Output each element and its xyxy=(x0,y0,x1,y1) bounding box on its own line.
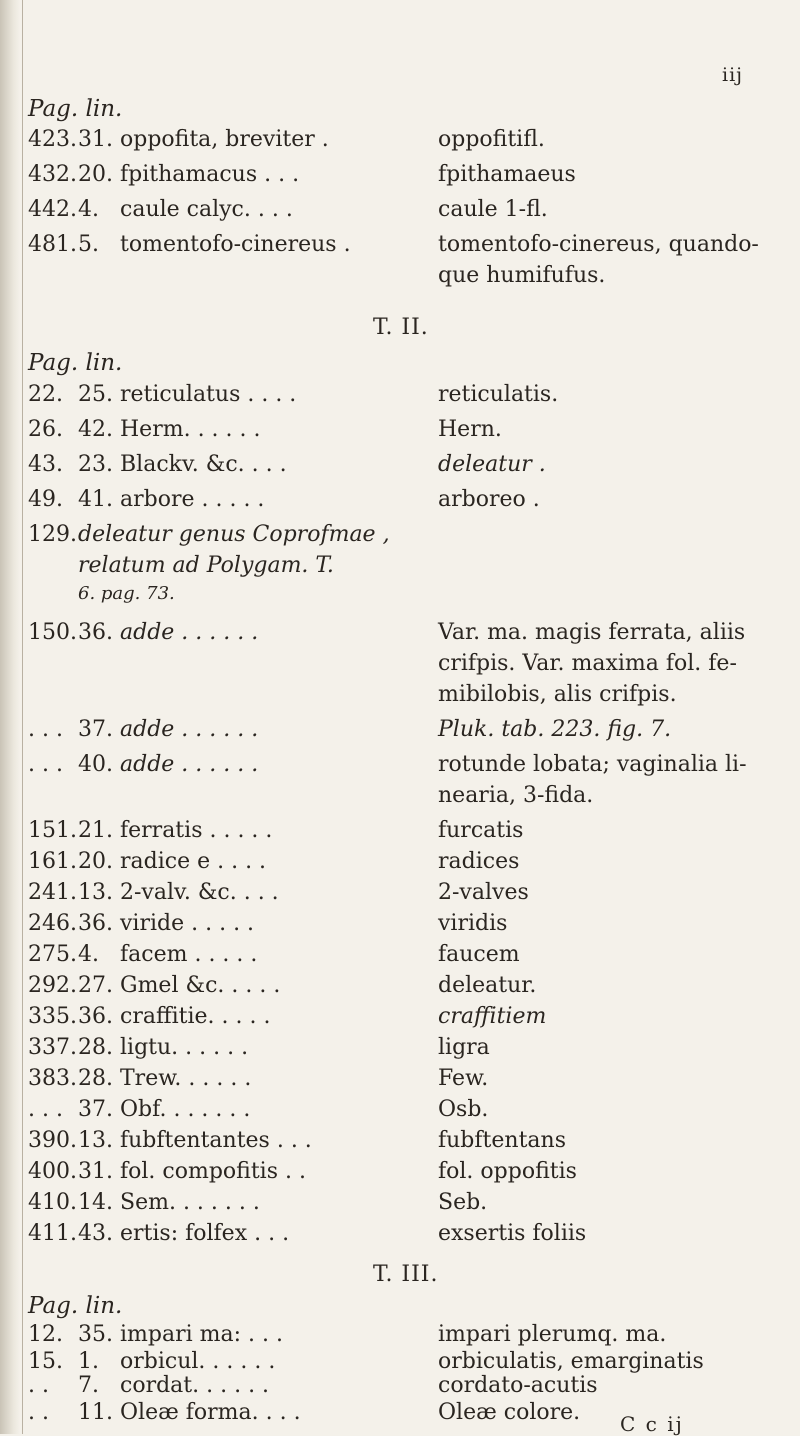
page-number: 151. xyxy=(28,818,77,843)
page-fold-line xyxy=(22,0,23,1434)
line-number: 1. xyxy=(78,1349,99,1374)
error-text: tomentofo-cinereus . xyxy=(120,232,351,257)
correction-text: Pluk. tab. 223. fig. 7. xyxy=(438,717,672,742)
erratum-row xyxy=(28,1371,798,1401)
line-number: 40. xyxy=(78,752,113,777)
block3-header-label: Pag. lin. xyxy=(28,1293,123,1319)
page-number: 15. xyxy=(28,1349,63,1374)
block1-header-label: Pag. lin. xyxy=(28,96,123,122)
correction-text: Osb. xyxy=(438,1097,489,1122)
correction-text: arboreo . xyxy=(438,487,540,512)
page-number: 275. xyxy=(28,942,77,967)
line-number: 37. xyxy=(78,717,113,742)
correction-text: deleatur. xyxy=(438,973,537,998)
line-number: 5. xyxy=(78,232,99,257)
error-text: facem . . . . . xyxy=(120,942,258,967)
correction-text: tomentofo-cinereus, quando- xyxy=(438,232,759,257)
line-number: 36. xyxy=(78,1004,113,1029)
page-number: 411. xyxy=(28,1221,77,1246)
error-text: Blackv. &c. . . . xyxy=(120,452,287,477)
page-number: 49. xyxy=(28,487,63,512)
correction-text-continued: nearia, 3-fida. xyxy=(438,783,594,808)
error-text: craffitie. . . . . xyxy=(120,1004,271,1029)
error-text: adde . . . . . . xyxy=(120,620,259,645)
correction-text: Seb. xyxy=(438,1190,488,1215)
erratum-row xyxy=(28,377,798,413)
erratum-row xyxy=(28,412,798,448)
correction-text: Hern. xyxy=(438,417,502,442)
error-text: Trew. . . . . . xyxy=(120,1066,252,1091)
page-number: 292. xyxy=(28,973,77,998)
page-number: . . xyxy=(28,1400,49,1425)
line-number: 41. xyxy=(78,487,113,512)
error-text: cordat. . . . . . xyxy=(120,1373,270,1398)
page-number: 335. xyxy=(28,1004,77,1029)
correction-text: Oleæ colore. xyxy=(438,1400,581,1425)
page-number: . . . xyxy=(28,752,63,777)
correction-text-continued: que humifufus. xyxy=(438,263,606,288)
erratum-continuation xyxy=(28,576,798,612)
erratum-row xyxy=(28,1216,798,1252)
line-number: 13. xyxy=(78,1128,113,1153)
error-text: caule calyc. . . . xyxy=(120,197,293,222)
erratum-row xyxy=(28,157,798,193)
error-text: adde . . . . . . xyxy=(120,752,259,777)
correction-text: fubftentans xyxy=(438,1128,566,1153)
page-number: 246. xyxy=(28,911,77,936)
page-number: 390. xyxy=(28,1128,77,1153)
error-text: impari ma: . . . xyxy=(120,1322,283,1347)
error-text: Herm. . . . . . xyxy=(120,417,261,442)
line-number: 43. xyxy=(78,1221,113,1246)
line-number: 7. xyxy=(78,1373,99,1398)
line-number: 36. xyxy=(78,620,113,645)
section-heading: T. III. xyxy=(373,1262,439,1287)
erratum-row xyxy=(28,482,798,518)
page-number: 337. xyxy=(28,1035,77,1060)
line-number: 31. xyxy=(78,127,113,152)
correction-text: Few. xyxy=(438,1066,489,1091)
correction-text: impari plerumq. ma. xyxy=(438,1322,667,1347)
error-text: fpithamacus . . . xyxy=(120,162,300,187)
line-number: 28. xyxy=(78,1066,113,1091)
page-number: 481. xyxy=(28,232,77,257)
erratum-row xyxy=(28,192,798,228)
error-text: radice e . . . . xyxy=(120,849,267,874)
signature-mark-bottom: C c ij xyxy=(620,1412,684,1436)
correction-text: rotunde lobata; vaginalia li- xyxy=(438,752,747,777)
error-text: fubftentantes . . . xyxy=(120,1128,312,1153)
error-text: Oleæ forma. . . . xyxy=(120,1400,301,1425)
page-number: 383. xyxy=(28,1066,77,1091)
line-number: 13. xyxy=(78,880,113,905)
correction-text-continued: crifpis. Var. maxima fol. fe- xyxy=(438,651,737,676)
signature-mark-top: iij xyxy=(722,64,744,86)
erratum-continuation xyxy=(28,677,798,713)
correction-text: fol. oppofitis xyxy=(438,1159,577,1184)
correction-text: furcatis xyxy=(438,818,524,843)
block2-header-label: Pag. lin. xyxy=(28,350,123,376)
correction-text: craffitiem xyxy=(438,1004,547,1029)
correction-text: caule 1-fl. xyxy=(438,197,548,222)
correction-text: ligra xyxy=(438,1035,490,1060)
page-number: 150. xyxy=(28,620,77,645)
line-number: 35. xyxy=(78,1322,113,1347)
page-number: 410. xyxy=(28,1190,77,1215)
page-number: 12. xyxy=(28,1322,63,1347)
line-number: 14. xyxy=(78,1190,113,1215)
error-text: ferratis . . . . . xyxy=(120,818,273,843)
line-number: 25. xyxy=(78,382,113,407)
error-text: ertis: folfex . . . xyxy=(120,1221,290,1246)
error-text: Sem. . . . . . . xyxy=(120,1190,260,1215)
error-text: Obf. . . . . . . xyxy=(120,1097,251,1122)
line-number: 31. xyxy=(78,1159,113,1184)
line-number: 21. xyxy=(78,818,113,843)
error-text: deleatur genus Coprofmae , xyxy=(78,522,390,547)
page-number: 43. xyxy=(28,452,63,477)
error-text-continued: 6. pag. 73. xyxy=(78,583,175,604)
correction-text: radices xyxy=(438,849,520,874)
error-text: oppofita, breviter . xyxy=(120,127,329,152)
error-text: orbicul. . . . . . xyxy=(120,1349,276,1374)
page-number: 423. xyxy=(28,127,77,152)
correction-text: fpithamaeus xyxy=(438,162,576,187)
page-number: . . . xyxy=(28,717,63,742)
erratum-row xyxy=(28,712,798,748)
line-number: 27. xyxy=(78,973,113,998)
line-number: 23. xyxy=(78,452,113,477)
error-text: viride . . . . . xyxy=(120,911,255,936)
erratum-continuation xyxy=(28,778,798,814)
page-number: 22. xyxy=(28,382,63,407)
correction-text: oppofitifl. xyxy=(438,127,545,152)
line-number: 37. xyxy=(78,1097,113,1122)
error-text: reticulatus . . . . xyxy=(120,382,297,407)
block2-header xyxy=(28,345,798,381)
line-number: 20. xyxy=(78,162,113,187)
page-number: 442. xyxy=(28,197,77,222)
line-number: 11. xyxy=(78,1400,113,1425)
correction-text: faucem xyxy=(438,942,520,967)
correction-text: 2-valves xyxy=(438,880,529,905)
correction-text: viridis xyxy=(438,911,508,936)
section-heading: T. II. xyxy=(373,315,429,340)
page-number: 129. xyxy=(28,522,77,547)
correction-text: exsertis foliis xyxy=(438,1221,587,1246)
line-number: 42. xyxy=(78,417,113,442)
error-text: fol. compofitis . . xyxy=(120,1159,306,1184)
line-number: 36. xyxy=(78,911,113,936)
error-text: Gmel &c. . . . . xyxy=(120,973,281,998)
page-number: . . . xyxy=(28,1097,63,1122)
error-text: arbore . . . . . xyxy=(120,487,265,512)
correction-text: cordato-acutis xyxy=(438,1373,598,1398)
line-number: 4. xyxy=(78,942,99,967)
line-number: 20. xyxy=(78,849,113,874)
page-number: . . xyxy=(28,1373,49,1398)
erratum-row xyxy=(28,447,798,483)
line-number: 28. xyxy=(78,1035,113,1060)
page-edge-shadow xyxy=(0,0,20,1434)
line-number: 4. xyxy=(78,197,99,222)
correction-text: Var. ma. magis ferrata, aliis xyxy=(438,620,746,645)
correction-text: deleatur . xyxy=(438,452,546,477)
page-number: 161. xyxy=(28,849,77,874)
page-number: 432. xyxy=(28,162,77,187)
correction-text-continued: mibilobis, alis crifpis. xyxy=(438,682,677,707)
erratum-continuation xyxy=(28,258,798,294)
error-text: ligtu. . . . . . xyxy=(120,1035,249,1060)
correction-text: orbiculatis, emarginatis xyxy=(438,1349,704,1374)
error-text-continued: relatum ad Polygam. T. xyxy=(78,553,334,578)
erratum-row xyxy=(28,122,798,158)
correction-text: reticulatis. xyxy=(438,382,559,407)
page-number: 400. xyxy=(28,1159,77,1184)
page-number: 26. xyxy=(28,417,63,442)
error-text: 2-valv. &c. . . . xyxy=(120,880,279,905)
error-text: adde . . . . . . xyxy=(120,717,259,742)
page-number: 241. xyxy=(28,880,77,905)
